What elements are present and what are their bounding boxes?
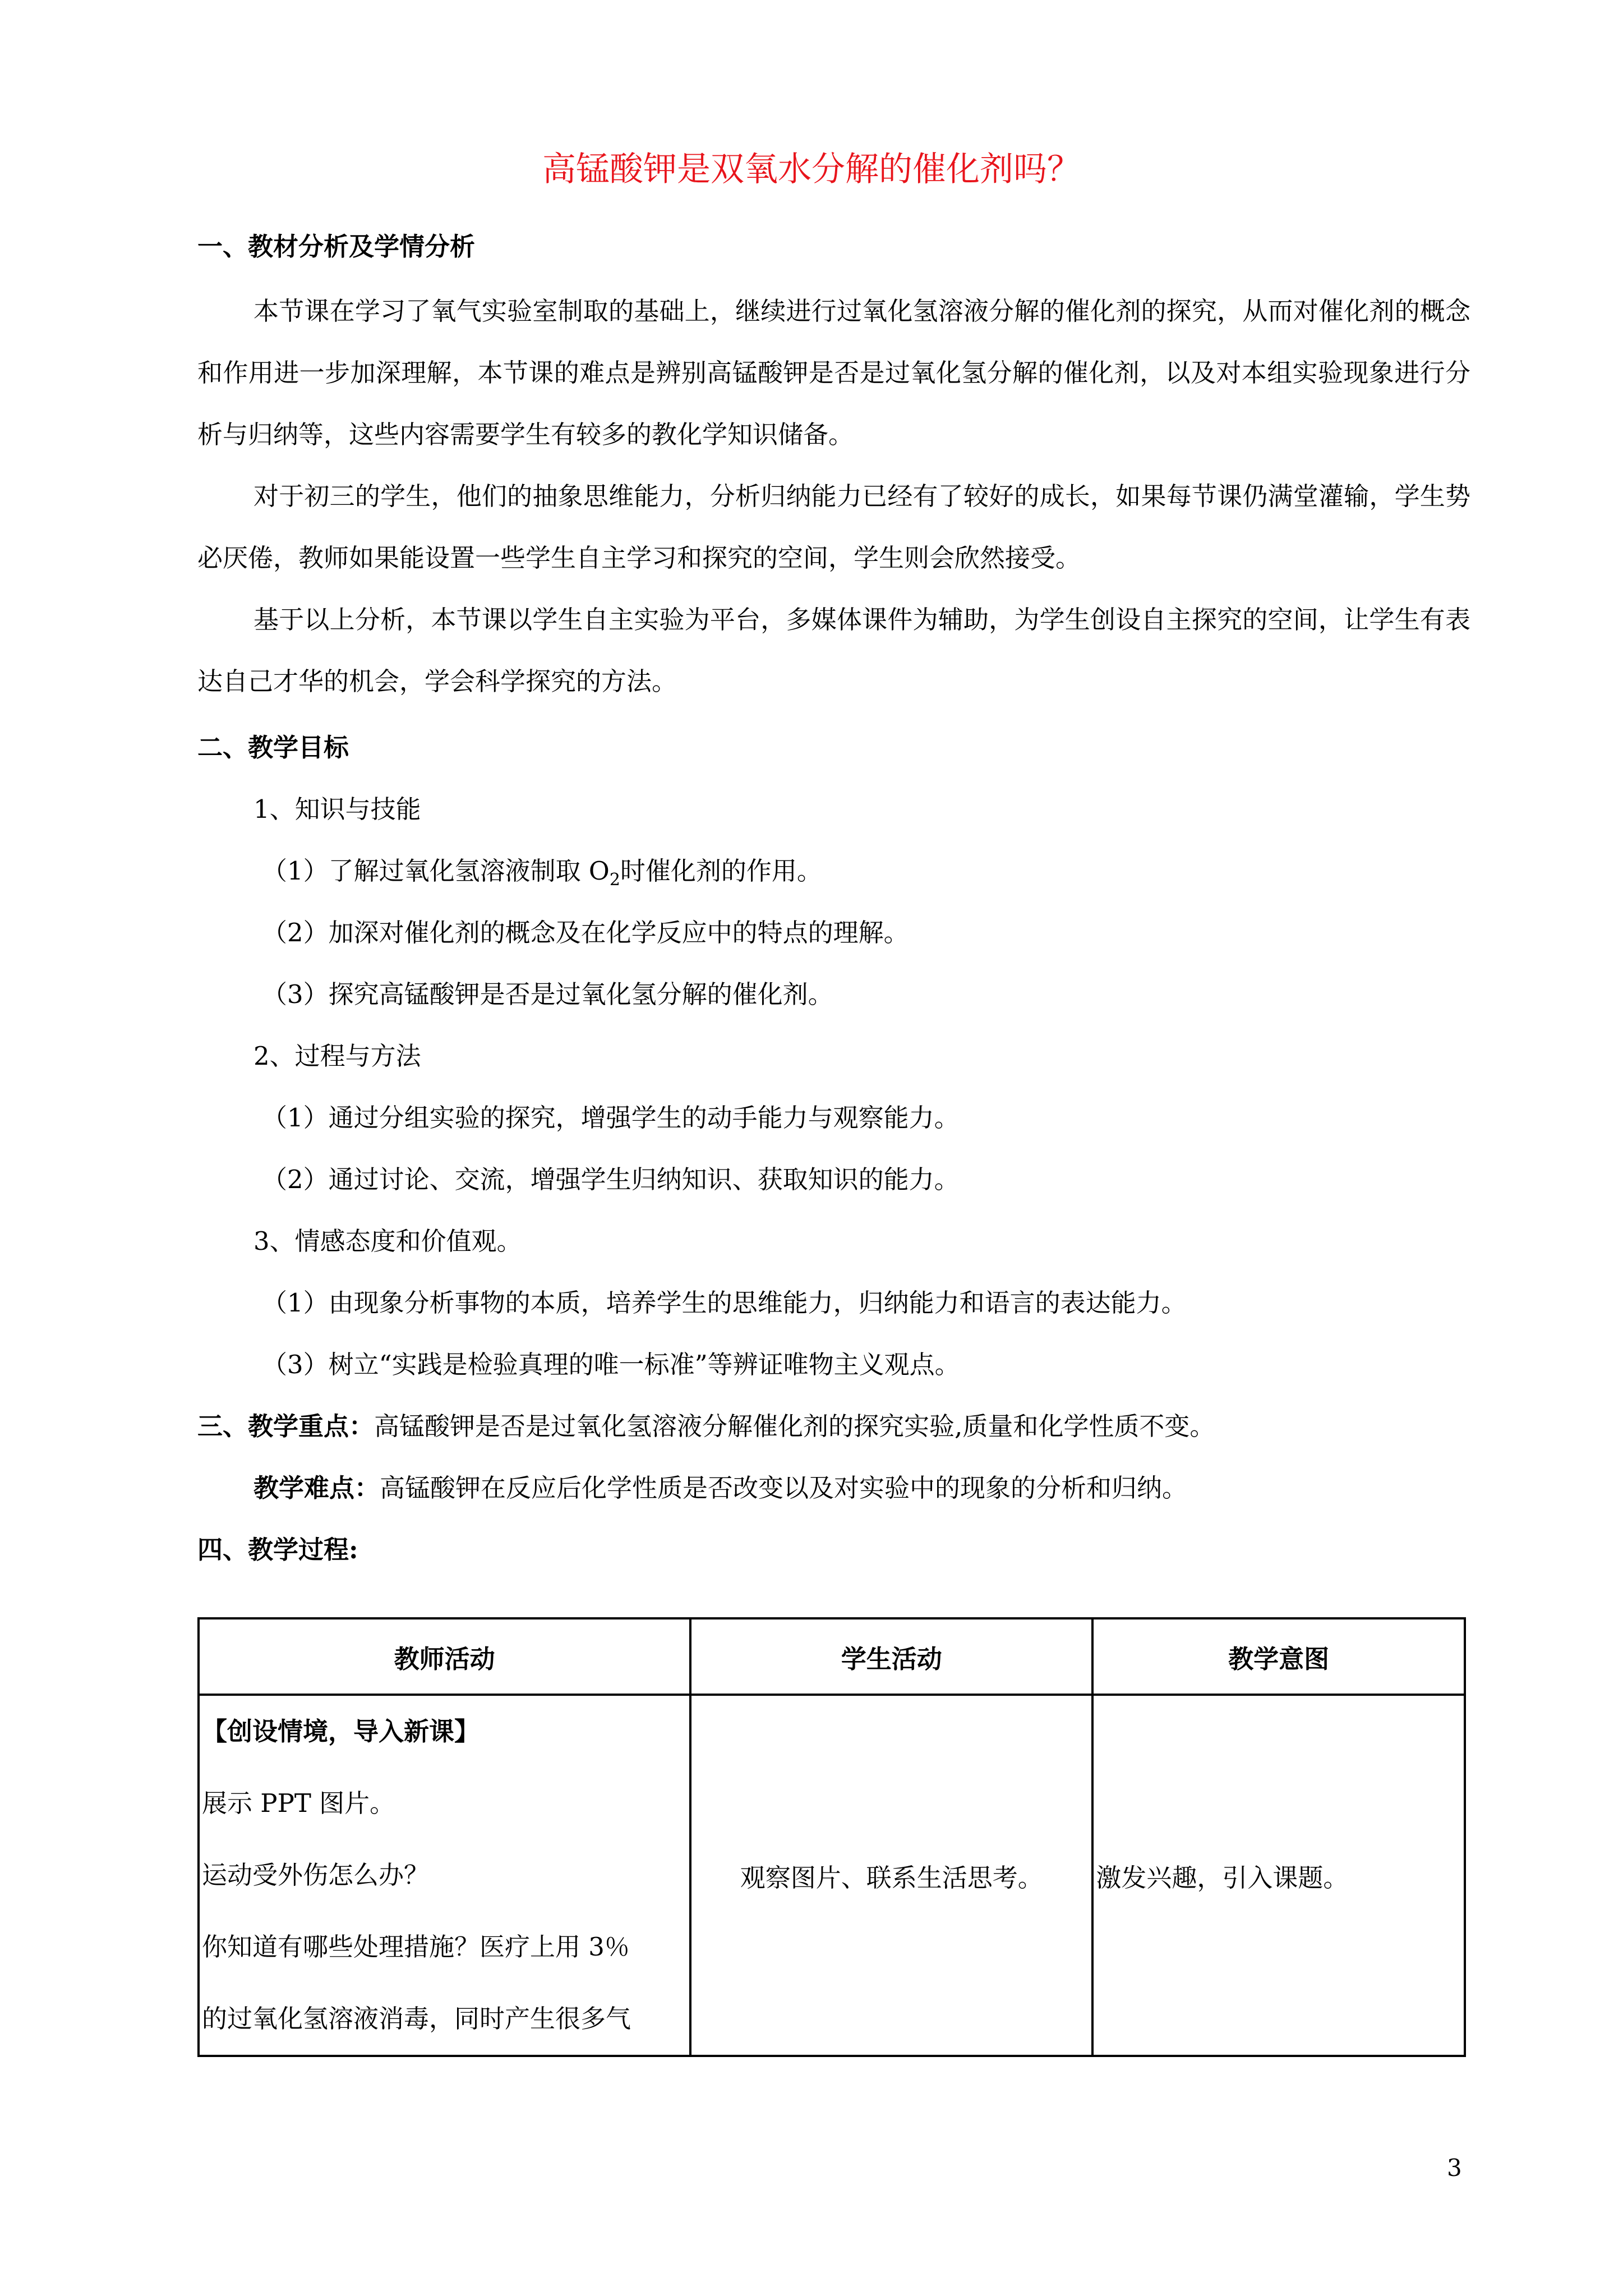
goal-item: （3）树立“实践是检验真理的唯一标准”等辨证唯物主义观点。 [262,1350,960,1379]
difficulty-text: 高锰酸钾在反应后化学性质是否改变以及对实验中的现象的分析和归纳。 [380,1473,1188,1503]
goal-subheading-knowledge: 1、知识与技能 [253,794,421,824]
page-number: 3 [1447,2154,1462,2182]
table-header-row [199,1618,1465,1695]
table-row [199,1695,1465,2056]
goal-item: （1）通过分组实验的探究，增强学生的动手能力与观察能力。 [262,1103,960,1133]
student-activity-cell: 观察图片、联系生活思考。 [690,1695,1092,2056]
section-heading-process: 四、教学过程: [197,1535,358,1565]
key-point-line [197,1410,1215,1443]
goal-item: （2）加深对催化剂的概念及在化学反应中的特点的理解。 [262,918,909,947]
analysis-paragraph-1: 本节课在学习了氧气实验室制取的基础上，继续进行过氧化氢溶液分解的催化剂的探究，从而对催化剂的概念和作用进一步加深理解，本节课的难点是辨别高锰酸钾是否是过氧化氢分解的催化剂，以及对本组实验现象进行分析与归纳等，这些内容需要学生有较多的教化学知识储备。 [197,296,1470,449]
difficulty-line [253,1471,1187,1505]
teacher-activity-line: 你知道有哪些处理措施？医疗上用 3％ [202,1932,630,1962]
analysis-paragraph-3: 基于以上分析，本节课以学生自主实验为平台，多媒体课件为辅助，为学生创设自主探究的空间，让学生有表达自己才华的机会，学会科学探究的方法。 [197,605,1470,696]
teacher-activity-cell [199,1695,690,2056]
teaching-intent-cell: 激发兴趣，引入课题。 [1092,1695,1465,2056]
difficulty-label: 教学难点： [253,1473,380,1503]
key-point-text: 高锰酸钾是否是过氧化氢溶液分解催化剂的探究实验,质量和化学性质不变。 [374,1411,1215,1441]
teacher-activity-line: 运动受外伤怎么办？ [202,1860,430,1890]
goal-item: （1）由现象分析事物的本质，培养学生的思维能力，归纳能力和语言的表达能力。 [262,1288,1187,1318]
document-title: 高锰酸钾是双氧水分解的催化剂吗？ [542,150,1081,189]
goal-item: （1）了解过氧化氢溶液制取 $O_2$时催化剂的作用。 [262,856,822,890]
goal-item: （3）探究高锰酸钾是否是过氧化氢分解的催化剂。 [262,979,833,1009]
analysis-paragraph-2: 对于初三的学生，他们的抽象思维能力，分析归纳能力已经有了较好的成长，如果每节课仍满堂灌输，学生势必厌倦，教师如果能设置一些学生自主学习和探究的空间，学生则会欣然接受。 [197,481,1470,573]
key-point-label: 三、教学重点： [197,1411,375,1441]
section-heading-analysis: 一、教材分析及学情分析 [197,232,476,261]
teaching-process-table [197,1617,1466,2057]
table-header-student: 学生活动 [690,1618,1092,1695]
teacher-activity-line: 展示 PPT 图片。 [202,1788,395,1818]
goal-item: （2）通过讨论、交流，增强学生归纳知识、获取知识的能力。 [262,1165,960,1194]
goal-subheading-attitude: 3、情感态度和价值观。 [253,1226,522,1256]
table-header-intent: 教学意图 [1092,1618,1465,1695]
goal-subheading-process: 2、过程与方法 [253,1041,421,1071]
teacher-activity-line: 【创设情境，导入新课】 [202,1717,480,1746]
teacher-activity-line: 的过氧化氢溶液消毒，同时产生很多气 [202,2004,631,2033]
table-header-teacher: 教师活动 [199,1618,690,1695]
section-heading-goals: 二、教学目标 [197,733,349,762]
